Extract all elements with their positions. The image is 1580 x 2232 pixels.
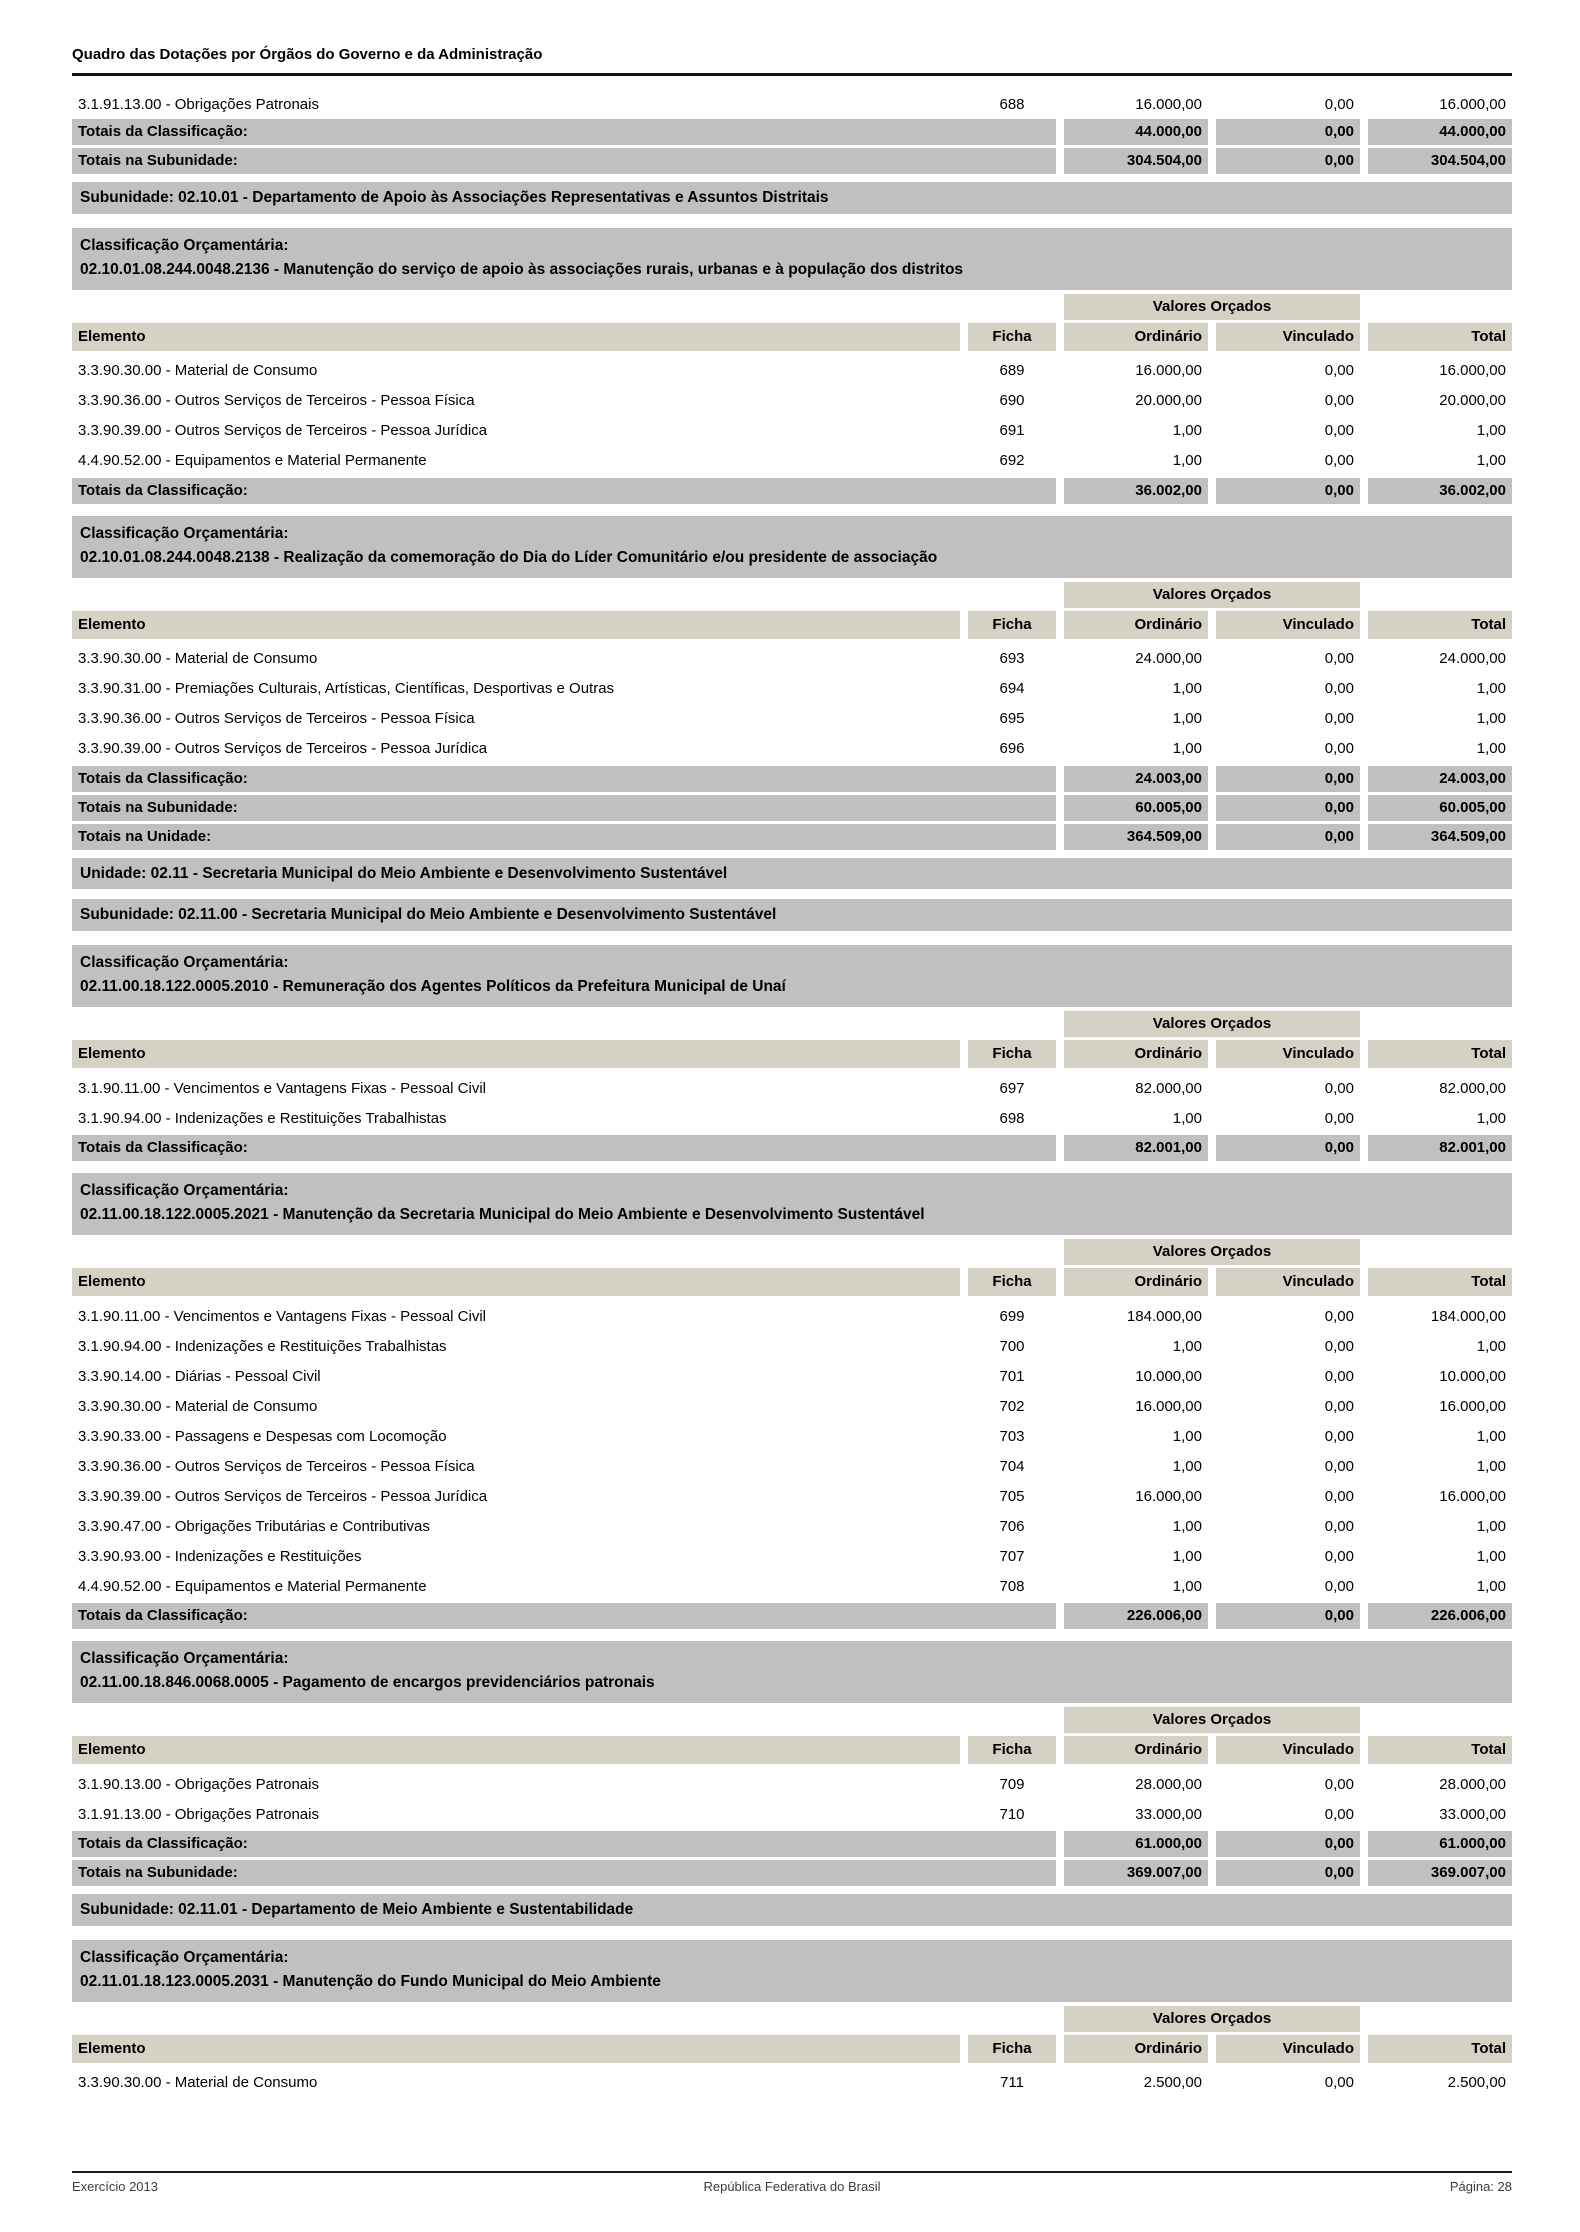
valores-orcados-band (72, 2006, 1512, 2032)
valores-orcados-label: Valores Orçados (1064, 1239, 1360, 1265)
classification-band (72, 516, 1512, 578)
total-cell: 1,00 (1476, 680, 1506, 698)
table-row (72, 1391, 1512, 1421)
table-row (72, 734, 1512, 764)
table-row (72, 1361, 1512, 1391)
classification-band (72, 945, 1512, 1007)
total-cell: 1,00 (1476, 1547, 1506, 1565)
total-cell: 16.000,00 (1439, 95, 1506, 113)
ficha-cell: 696 (999, 740, 1025, 758)
total-cell: 36.002,00 (1368, 478, 1512, 504)
vinculado-cell: 0,00 (1324, 710, 1354, 728)
total-cell: 2.500,00 (1447, 2074, 1506, 2092)
table-row (72, 1571, 1512, 1601)
classification-code: 02.11.01.18.123.0005.2031 - Manutenção do Fundo Municipal do Meio Ambiente (80, 1972, 661, 1990)
valores-orcados-band (72, 1011, 1512, 1037)
ordinario-cell: 1,00 (1172, 1337, 1202, 1355)
column-header-row (72, 323, 1512, 351)
vinculado-cell: 0,00 (1324, 1367, 1354, 1385)
table-row (72, 1481, 1512, 1511)
ordinario-header: Ordinário (1064, 323, 1208, 351)
classification-label: Classificação Orçamentária: (80, 954, 289, 972)
elemento-cell: 3.3.90.30.00 - Material de Consumo (78, 362, 318, 380)
classification-code: 02.11.00.18.122.0005.2010 - Remuneração dos Agentes Políticos da Prefeitura Municipal de Unaí (80, 978, 786, 996)
total-cell: 10.000,00 (1439, 1367, 1506, 1385)
totals-classification-row (72, 766, 1512, 792)
total-header: Total (1368, 611, 1512, 639)
ordinario-cell: 1,00 (1172, 1109, 1202, 1127)
valores-orcados-band (72, 582, 1512, 608)
table-row (72, 356, 1512, 386)
ordinario-header: Ordinário (1064, 611, 1208, 639)
vinculado-cell: 0,00 (1324, 362, 1354, 380)
valores-orcados-label: Valores Orçados (1064, 2006, 1360, 2032)
valores-orcados-band (72, 294, 1512, 320)
ficha-cell: 694 (999, 680, 1025, 698)
ficha-cell: 702 (999, 1397, 1025, 1415)
totals-label: Totais da Classificação: (72, 1831, 1056, 1857)
table-row (72, 644, 1512, 674)
total-cell: 24.003,00 (1368, 766, 1512, 792)
total-cell: 1,00 (1476, 740, 1506, 758)
table-row (72, 1103, 1512, 1133)
vinculado-cell: 0,00 (1324, 1397, 1354, 1415)
table-row (72, 1769, 1512, 1799)
totals-label: Totais na Subunidade: (72, 148, 1056, 174)
total-cell: 1,00 (1476, 1457, 1506, 1475)
classification-band (72, 1940, 1512, 2002)
ficha-cell: 688 (999, 95, 1025, 113)
ordinario-cell: 82.000,00 (1135, 1079, 1202, 1097)
vinculado-cell: 0,00 (1216, 824, 1360, 850)
table-row (72, 1421, 1512, 1451)
total-cell: 369.007,00 (1368, 1860, 1512, 1886)
ordinario-cell: 304.504,00 (1064, 148, 1208, 174)
classification-code: 02.10.01.08.244.0048.2138 - Realização da comemoração do Dia do Líder Comunitário e/ou presidente de associação (80, 548, 938, 566)
valores-orcados-label: Valores Orçados (1064, 1707, 1360, 1733)
vinculado-cell: 0,00 (1324, 680, 1354, 698)
valores-orcados-band (72, 1239, 1512, 1265)
ordinario-cell: 16.000,00 (1135, 362, 1202, 380)
total-header: Total (1368, 1736, 1512, 1764)
table-row (72, 386, 1512, 416)
ordinario-cell: 1,00 (1172, 452, 1202, 470)
vinculado-cell: 0,00 (1324, 392, 1354, 410)
vinculado-header: Vinculado (1216, 323, 1360, 351)
ordinario-cell: 60.005,00 (1064, 795, 1208, 821)
elemento-cell: 3.3.90.39.00 - Outros Serviços de Terceiros - Pessoa Jurídica (78, 740, 488, 758)
classification-label: Classificação Orçamentária: (80, 236, 289, 254)
ficha-header: Ficha (968, 1040, 1056, 1068)
ordinario-cell: 1,00 (1172, 1517, 1202, 1535)
ficha-cell: 707 (999, 1547, 1025, 1565)
total-cell: 60.005,00 (1368, 795, 1512, 821)
footer-country: República Federativa do Brasil (703, 2179, 881, 2194)
classification-label: Classificação Orçamentária: (80, 1948, 289, 1966)
total-cell: 16.000,00 (1439, 1397, 1506, 1415)
ordinario-cell: 1,00 (1172, 710, 1202, 728)
elemento-header: Elemento (72, 1040, 960, 1068)
ordinario-cell: 36.002,00 (1064, 478, 1208, 504)
total-cell: 1,00 (1476, 422, 1506, 440)
elemento-cell: 3.1.90.13.00 - Obrigações Patronais (78, 1775, 319, 1793)
total-cell: 1,00 (1476, 1337, 1506, 1355)
total-cell: 20.000,00 (1439, 392, 1506, 410)
elemento-cell: 3.1.91.13.00 - Obrigações Patronais (78, 95, 319, 113)
ficha-cell: 701 (999, 1367, 1025, 1385)
vinculado-cell: 0,00 (1324, 1079, 1354, 1097)
classification-code: 02.10.01.08.244.0048.2136 - Manutenção do serviço de apoio às associações rurais, urbanas e à população dos distritos (80, 260, 964, 278)
ordinario-cell: 1,00 (1172, 680, 1202, 698)
classification-code: 02.11.00.18.122.0005.2021 - Manutenção da Secretaria Municipal do Meio Ambiente e Desenvolvimento Sustentável (80, 1206, 925, 1224)
ficha-cell: 711 (1000, 2074, 1024, 2092)
vinculado-header: Vinculado (1216, 611, 1360, 639)
total-cell: 184.000,00 (1430, 1307, 1506, 1325)
vinculado-cell: 0,00 (1324, 1775, 1354, 1793)
ordinario-cell: 24.003,00 (1064, 766, 1208, 792)
unit-band: Unidade: 02.11 - Secretaria Municipal do Meio Ambiente e Desenvolvimento Sustentável (72, 858, 1512, 890)
ordinario-cell: 61.000,00 (1064, 1831, 1208, 1857)
elemento-cell: 3.3.90.47.00 - Obrigações Tributárias e Contributivas (78, 1517, 430, 1535)
total-header: Total (1368, 323, 1512, 351)
column-header-row (72, 1040, 1512, 1068)
elemento-cell: 3.3.90.30.00 - Material de Consumo (78, 1397, 318, 1415)
table-row (72, 89, 1512, 119)
table-row (72, 416, 1512, 446)
ordinario-cell: 1,00 (1172, 1547, 1202, 1565)
ficha-cell: 693 (999, 650, 1025, 668)
elemento-header: Elemento (72, 1268, 960, 1296)
totals-classification-row (72, 1603, 1512, 1629)
elemento-cell: 3.3.90.36.00 - Outros Serviços de Terceiros - Pessoa Física (78, 1457, 475, 1475)
ordinario-cell: 1,00 (1172, 1427, 1202, 1445)
valores-orcados-label: Valores Orçados (1064, 582, 1360, 608)
total-cell: 226.006,00 (1368, 1603, 1512, 1629)
ficha-cell: 691 (999, 422, 1025, 440)
ficha-cell: 690 (999, 392, 1025, 410)
column-header-row (72, 1736, 1512, 1764)
table-row (72, 704, 1512, 734)
table-row (72, 1799, 1512, 1829)
ficha-cell: 709 (999, 1775, 1025, 1793)
table-row (72, 1331, 1512, 1361)
table-row (72, 1073, 1512, 1103)
subunit-band: Subunidade: 02.11.01 - Departamento de Meio Ambiente e Sustentabilidade (72, 1894, 1512, 1926)
ficha-cell: 692 (999, 452, 1025, 470)
totals-label: Totais da Classificação: (72, 1603, 1056, 1629)
totals-label: Totais na Subunidade: (72, 1860, 1056, 1886)
totals-label: Totais da Classificação: (72, 1135, 1056, 1161)
totals-classification-row (72, 1135, 1512, 1161)
classification-band (72, 228, 1512, 290)
total-header: Total (1368, 2035, 1512, 2063)
ordinario-cell: 2.500,00 (1143, 2074, 1202, 2092)
vinculado-cell: 0,00 (1324, 740, 1354, 758)
page-footer (72, 2171, 1512, 2194)
header-rule (72, 73, 1512, 76)
totals-subunit-row (72, 1860, 1512, 1886)
elemento-cell: 3.1.90.11.00 - Vencimentos e Vantagens Fixas - Pessoal Civil (78, 1307, 486, 1325)
ordinario-cell: 1,00 (1172, 1457, 1202, 1475)
total-cell: 16.000,00 (1439, 362, 1506, 380)
column-header-row (72, 2035, 1512, 2063)
totals-classification-row (72, 119, 1512, 145)
ficha-cell: 700 (999, 1337, 1025, 1355)
column-header-row (72, 1268, 1512, 1296)
vinculado-cell: 0,00 (1324, 1805, 1354, 1823)
classification-label: Classificação Orçamentária: (80, 524, 289, 542)
elemento-cell: 3.3.90.30.00 - Material de Consumo (78, 650, 318, 668)
elemento-cell: 3.3.90.33.00 - Passagens e Despesas com Locomoção (78, 1427, 447, 1445)
ordinario-cell: 16.000,00 (1135, 1397, 1202, 1415)
elemento-cell: 3.3.90.14.00 - Diárias - Pessoal Civil (78, 1367, 321, 1385)
elemento-cell: 3.3.90.36.00 - Outros Serviços de Terceiros - Pessoa Física (78, 392, 475, 410)
vinculado-cell: 0,00 (1216, 478, 1360, 504)
vinculado-cell: 0,00 (1324, 650, 1354, 668)
total-header: Total (1368, 1268, 1512, 1296)
totals-label: Totais na Unidade: (72, 824, 1056, 850)
vinculado-header: Vinculado (1216, 2035, 1360, 2063)
vinculado-cell: 0,00 (1324, 1487, 1354, 1505)
total-cell: 82.001,00 (1368, 1135, 1512, 1161)
ordinario-cell: 1,00 (1172, 740, 1202, 758)
ordinario-header: Ordinário (1064, 2035, 1208, 2063)
valores-orcados-label: Valores Orçados (1064, 294, 1360, 320)
totals-unit-row (72, 824, 1512, 850)
vinculado-header: Vinculado (1216, 1736, 1360, 1764)
total-header: Total (1368, 1040, 1512, 1068)
totals-classification-row (72, 1831, 1512, 1857)
ordinario-cell: 16.000,00 (1135, 1487, 1202, 1505)
total-cell: 364.509,00 (1368, 824, 1512, 850)
footer-exercise: Exercício 2013 (72, 2179, 158, 2194)
vinculado-cell: 0,00 (1324, 1109, 1354, 1127)
classification-code: 02.11.00.18.846.0068.0005 - Pagamento de encargos previdenciários patronais (80, 1674, 655, 1692)
totals-label: Totais na Subunidade: (72, 795, 1056, 821)
totals-subunit-row (72, 795, 1512, 821)
totals-label: Totais da Classificação: (72, 766, 1056, 792)
total-cell: 44.000,00 (1368, 119, 1512, 145)
valores-orcados-band (72, 1707, 1512, 1733)
vinculado-cell: 0,00 (1216, 795, 1360, 821)
total-cell: 1,00 (1476, 1427, 1506, 1445)
vinculado-cell: 0,00 (1216, 1135, 1360, 1161)
elemento-header: Elemento (72, 611, 960, 639)
elemento-cell: 4.4.90.52.00 - Equipamentos e Material Permanente (78, 452, 427, 470)
totals-label: Totais da Classificação: (72, 478, 1056, 504)
ficha-cell: 710 (999, 1805, 1025, 1823)
elemento-cell: 3.3.90.93.00 - Indenizações e Restituições (78, 1547, 362, 1565)
vinculado-cell: 0,00 (1324, 1307, 1354, 1325)
table-row (72, 674, 1512, 704)
classification-label: Classificação Orçamentária: (80, 1650, 289, 1668)
table-row (72, 1511, 1512, 1541)
total-cell: 16.000,00 (1439, 1487, 1506, 1505)
vinculado-header: Vinculado (1216, 1268, 1360, 1296)
ordinario-cell: 1,00 (1172, 422, 1202, 440)
table-row (72, 1541, 1512, 1571)
ficha-cell: 703 (999, 1427, 1025, 1445)
total-cell: 61.000,00 (1368, 1831, 1512, 1857)
total-cell: 28.000,00 (1439, 1775, 1506, 1793)
ordinario-cell: 33.000,00 (1135, 1805, 1202, 1823)
ordinario-cell: 10.000,00 (1135, 1367, 1202, 1385)
vinculado-cell: 0,00 (1324, 1337, 1354, 1355)
vinculado-cell: 0,00 (1324, 95, 1354, 113)
ficha-cell: 705 (999, 1487, 1025, 1505)
ficha-cell: 704 (999, 1457, 1025, 1475)
vinculado-header: Vinculado (1216, 1040, 1360, 1068)
classification-label: Classificação Orçamentária: (80, 1182, 289, 1200)
ordinario-cell: 364.509,00 (1064, 824, 1208, 850)
elemento-cell: 4.4.90.52.00 - Equipamentos e Material Permanente (78, 1577, 427, 1595)
ficha-header: Ficha (968, 323, 1056, 351)
ordinario-cell: 28.000,00 (1135, 1775, 1202, 1793)
total-cell: 82.000,00 (1439, 1079, 1506, 1097)
total-cell: 1,00 (1476, 1109, 1506, 1127)
ordinario-cell: 369.007,00 (1064, 1860, 1208, 1886)
ficha-header: Ficha (968, 2035, 1056, 2063)
vinculado-cell: 0,00 (1216, 1860, 1360, 1886)
vinculado-cell: 0,00 (1324, 1517, 1354, 1535)
table-row (72, 446, 1512, 476)
ordinario-cell: 226.006,00 (1064, 1603, 1208, 1629)
ficha-header: Ficha (968, 611, 1056, 639)
vinculado-cell: 0,00 (1216, 1831, 1360, 1857)
elemento-cell: 3.3.90.30.00 - Material de Consumo (78, 2074, 318, 2092)
table-row (72, 1451, 1512, 1481)
elemento-cell: 3.3.90.36.00 - Outros Serviços de Terceiros - Pessoa Física (78, 710, 475, 728)
elemento-header: Elemento (72, 1736, 960, 1764)
subunit-band: Subunidade: 02.10.01 - Departamento de Apoio às Associações Representativas e Assuntos Distritais (72, 182, 1512, 214)
ficha-cell: 699 (999, 1307, 1025, 1325)
elemento-cell: 3.1.90.94.00 - Indenizações e Restituições Trabalhistas (78, 1109, 447, 1127)
footer-rule (72, 2171, 1512, 2173)
elemento-cell: 3.3.90.39.00 - Outros Serviços de Terceiros - Pessoa Jurídica (78, 1487, 488, 1505)
table-row (72, 2068, 1512, 2098)
vinculado-cell: 0,00 (1324, 1577, 1354, 1595)
ordinario-cell: 24.000,00 (1135, 650, 1202, 668)
total-cell: 1,00 (1476, 710, 1506, 728)
elemento-header: Elemento (72, 2035, 960, 2063)
ordinario-cell: 44.000,00 (1064, 119, 1208, 145)
totals-subunit-row (72, 148, 1512, 174)
vinculado-cell: 0,00 (1324, 1427, 1354, 1445)
elemento-cell: 3.3.90.39.00 - Outros Serviços de Terceiros - Pessoa Jurídica (78, 422, 488, 440)
ficha-cell: 708 (999, 1577, 1025, 1595)
ordinario-header: Ordinário (1064, 1040, 1208, 1068)
elemento-header: Elemento (72, 323, 960, 351)
classification-band (72, 1641, 1512, 1703)
ordinario-cell: 184.000,00 (1126, 1307, 1202, 1325)
elemento-cell: 3.3.90.31.00 - Premiações Culturais, Artísticas, Científicas, Desportivas e Outras (78, 680, 615, 698)
ficha-header: Ficha (968, 1736, 1056, 1764)
total-cell: 24.000,00 (1439, 650, 1506, 668)
ficha-cell: 689 (999, 362, 1025, 380)
ordinario-cell: 1,00 (1172, 1577, 1202, 1595)
ficha-cell: 706 (999, 1517, 1025, 1535)
ordinario-cell: 16.000,00 (1135, 95, 1202, 113)
table-row (72, 1301, 1512, 1331)
vinculado-cell: 0,00 (1216, 119, 1360, 145)
elemento-cell: 3.1.90.94.00 - Indenizações e Restituições Trabalhistas (78, 1337, 447, 1355)
total-cell: 1,00 (1476, 1517, 1506, 1535)
vinculado-cell: 0,00 (1216, 1603, 1360, 1629)
vinculado-cell: 0,00 (1324, 1457, 1354, 1475)
vinculado-cell: 0,00 (1324, 1547, 1354, 1565)
ficha-cell: 697 (999, 1079, 1025, 1097)
vinculado-cell: 0,00 (1324, 2074, 1354, 2092)
total-cell: 33.000,00 (1439, 1805, 1506, 1823)
elemento-cell: 3.1.91.13.00 - Obrigações Patronais (78, 1805, 319, 1823)
totals-classification-row (72, 478, 1512, 504)
ordinario-header: Ordinário (1064, 1268, 1208, 1296)
vinculado-cell: 0,00 (1324, 422, 1354, 440)
column-header-row (72, 611, 1512, 639)
page-title: Quadro das Dotações por Órgãos do Governo e da Administração (72, 46, 543, 63)
ordinario-cell: 82.001,00 (1064, 1135, 1208, 1161)
footer-page-number: Página: 28 (1449, 2179, 1512, 2194)
ordinario-cell: 20.000,00 (1135, 392, 1202, 410)
ficha-cell: 698 (999, 1109, 1025, 1127)
valores-orcados-label: Valores Orçados (1064, 1011, 1360, 1037)
totals-label: Totais da Classificação: (72, 119, 1056, 145)
total-cell: 304.504,00 (1368, 148, 1512, 174)
ficha-header: Ficha (968, 1268, 1056, 1296)
classification-band (72, 1173, 1512, 1235)
subunit-band: Subunidade: 02.11.00 - Secretaria Municipal do Meio Ambiente e Desenvolvimento Sustentável (72, 899, 1512, 931)
vinculado-cell: 0,00 (1216, 766, 1360, 792)
vinculado-cell: 0,00 (1216, 148, 1360, 174)
elemento-cell: 3.1.90.11.00 - Vencimentos e Vantagens Fixas - Pessoal Civil (78, 1079, 486, 1097)
total-cell: 1,00 (1476, 1577, 1506, 1595)
vinculado-cell: 0,00 (1324, 452, 1354, 470)
ordinario-header: Ordinário (1064, 1736, 1208, 1764)
ficha-cell: 695 (999, 710, 1025, 728)
total-cell: 1,00 (1476, 452, 1506, 470)
